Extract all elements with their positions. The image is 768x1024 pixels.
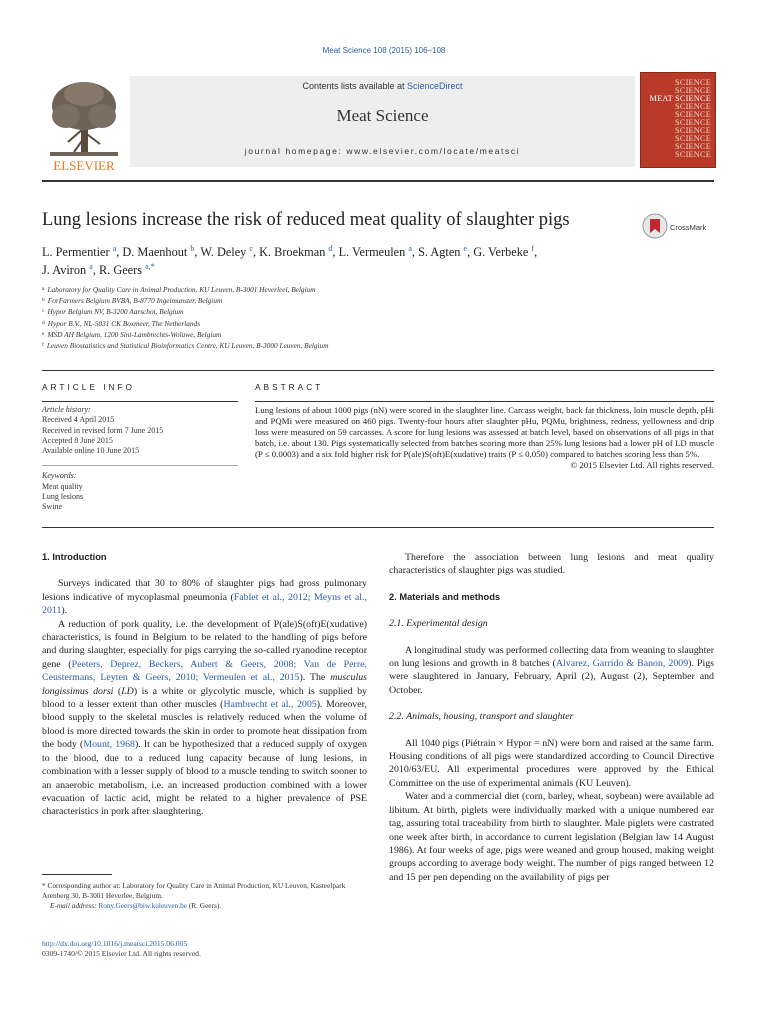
keywords-divider (42, 465, 238, 466)
header-divider (42, 180, 714, 182)
journal-banner (44, 72, 714, 175)
right-column (389, 551, 714, 884)
abstract-text: Lung lesions of about 1000 pigs (nN) were scored in the slaughter line. Carcass weight, back fat thickness, loin muscle depth, pHi and PQMi were measured on 460 pigs. Twenty-four hours after slaughter pHu, PQMu, brightness, redness, yellowness and drip loss were measured on 59 carcasses. A score for lung lesions was assessed at batch level, based on observations of all pigs in that batch, i.e. about 130. Pigs systematically selected from batches scoring more than 25% lung lesions had a lower pH of LD muscle (P ≤ 0.0003) and a six fold higher risk for P(ale)S(oft)E(xudative) traits (P ≤ 0.050) compared to batches scoring less than 5%. (255, 405, 714, 460)
affiliation-item: $^a$ Laboratory for Quality Care in Animal Production, KU Leuven, B-3001 Heverleel, Belgium (42, 285, 316, 294)
affiliations (42, 284, 328, 351)
cover-text-line: MEAT SCIENCE (649, 94, 711, 103)
citation-link[interactable]: Alvarez, Garrido & Banon, 2009 (555, 658, 689, 670)
crossmark-badge[interactable] (642, 213, 714, 241)
history-label: Article history: (42, 405, 91, 414)
abstract-bottom-divider (42, 527, 714, 528)
subsection-heading-animals: 2.2. Animals, housing, transport and slaughter (389, 711, 574, 723)
affiliation-item: $^b$ ForFarmers Belgium BVBA, B-8770 Ingelmunster, Belgium (42, 296, 223, 306)
email-line: E-mail address: Rony.Geers@biw.kuleuven.be (R. Geers). (50, 901, 222, 910)
cover-text-line: SCIENCE (675, 150, 711, 159)
author-name[interactable]: D. Maenhout $^b$ (122, 244, 195, 259)
author-line-1: L. Permentier $^a$, D. Maenhout $^b$, W. Deley $^c$, K. Broekman $^d$, L. Vermeulen $^a$, S. Agten $^e$, G. Verbeke $^f$, (42, 244, 538, 259)
author-name[interactable]: J. Aviron $^a$ (42, 262, 93, 277)
history-item: Received 4 April 2015 (42, 415, 115, 425)
author-affiliation-marker[interactable]: d (328, 244, 333, 253)
cover-text-line: SCIENCE (675, 102, 711, 111)
design-paragraph: A longitudinal study was performed collecting data from weaning to slaughter on lung lesions and growth in 8 batches (Alvarez, Garrido & Banon, 2009). Pigs were slaughtered in January, February, April (2), August (2), September and October. (389, 644, 714, 696)
article-title: Lung lesions increase the risk of reduced meat quality of slaughter pigs (42, 210, 570, 230)
author-line-2: J. Aviron $^a$, R. Geers $^{a,*}$ (42, 262, 155, 277)
subsection-heading-design: 2.1. Experimental design (389, 618, 488, 630)
doi-link[interactable]: http://dx.doi.org/10.1016/j.meatsci.2015.06.005 (42, 939, 188, 948)
journal-citation[interactable]: Meat Science 108 (2015) 106–108 (322, 46, 446, 55)
author-affiliation-marker[interactable]: b (190, 244, 195, 253)
intro-paragraph-2: A reduction of pork quality, i.e. the development of P(ale)S(oft)E(xudative) characteristics, is found in Belgium to be related to the handling of pigs before and during slaughter, especially for pigs carrying the so-called ryanodine receptor gene (Peeters, Deprez, Beckers, Aubert & Geers, 2008; Van de Perre, Ceustermans, Leyten & Geers, 2010; Vermeulen et al., 2015). The musculus longissimus dorsi (LD) is a white or glycolytic muscle, which is supplied by blood to a lesser extent than other muscles (Hambrecht et al., 2005). Moreover, blood supply to the skeletal muscles is relatively reduced when the volume of blood is more directed towards the skin in order to promote heat dissipation from the body (Mount, 1968). It can be hypothesized that a reduced supply of oxygen to the blood, due to a reduced lung capacity because of lung lesions, in combination with a lesser supply of blood to a muscle tending to switch sooner to an anaerobic metabolism, i.e. an increased production combined with a lower evacuation of lactic acid, might be related to a higher prevalence of PSE characteristics in pork after slaughtering. (42, 618, 367, 818)
section-heading-introduction: 1. Introduction (42, 552, 107, 562)
keyword: Lung lesions (42, 492, 84, 502)
abstract-copyright: © 2015 Elsevier Ltd. All rights reserved. (570, 460, 714, 471)
affiliation-item: $^d$ Hypor B.V., NL-5831 CK Boxmeer, The Netherlands (42, 318, 201, 328)
animals-paragraph-2: Water and a commercial diet (corn, barley, wheat, soybean) were available ad libitum. At birth, piglets were individually marked with a unique numbered ear tag, assuring total traceability from birth to slaughter. Male piglets were castrated one week after birth, in accordance to current legislation (Belgian law 14 August 1986). At four weeks of age, pigs were weaned and group housed, making weight groups according to average body weight. The number of pigs ranged between 12 and 15 per pen depending on the availability of pigs per (389, 791, 714, 883)
author-name[interactable]: S. Agten $^e$ (418, 244, 468, 259)
author-affiliation-marker[interactable]: c (249, 244, 253, 253)
sciencedirect-link[interactable]: ScienceDirect (407, 81, 463, 91)
journal-homepage[interactable]: journal homepage: www.elsevier.com/locate/meatsci (244, 146, 521, 156)
author-email-link[interactable]: Rony.Geers@biw.kuleuven.be (98, 901, 188, 910)
publisher-name: ELSEVIER (53, 158, 115, 173)
contents-line (130, 81, 635, 91)
citation-link[interactable]: Peeters, Deprez, Beckers, Aubert & Geers, 2008; Van de Perre, Ceustermans, Leyten & Geers, 2010; Vermeulen et al., 2015 (42, 658, 367, 684)
abstract-divider (255, 401, 714, 402)
journal-cover[interactable] (640, 72, 716, 168)
cover-text-line: SCIENCE (675, 142, 711, 151)
author-name[interactable]: R. Geers $^{a,*}$ (98, 262, 155, 277)
crossmark-icon (642, 213, 714, 241)
left-column (42, 551, 367, 819)
corresponding-author-footnote (42, 881, 362, 911)
contents-prefix: Contents lists available at (302, 81, 408, 91)
history-item: Available online 10 June 2015 (42, 446, 140, 456)
abstract-body (255, 405, 714, 472)
history-item: Received in revised form 7 June 2015 (42, 425, 164, 435)
citation-link[interactable]: Hambrecht et al., 2005 (223, 699, 317, 711)
section-heading-methods: 2. Materials and methods (389, 591, 501, 602)
author-name[interactable]: W. Deley $^c$ (200, 244, 253, 259)
journal-header (130, 76, 635, 167)
cover-text-line: SCIENCE (675, 78, 711, 87)
affiliation-item: $^c$ Hypor Belgium NV, B-3200 Aarschot, Belgium (42, 307, 184, 317)
elsevier-tree-icon (44, 72, 124, 175)
author-affiliation-marker[interactable]: a,* (145, 262, 155, 271)
elsevier-logo[interactable] (44, 72, 124, 175)
affiliation-item: $^e$ MSD AH Belgium, 1200 Sint-Lambrechts-Woluwe, Belgium (42, 329, 222, 339)
keyword: Swine (42, 502, 62, 512)
footnote-divider (42, 874, 112, 875)
author-affiliation-marker[interactable]: e (463, 244, 468, 253)
author-name[interactable]: K. Broekman $^d$ (259, 244, 333, 259)
article-info (42, 405, 238, 513)
cover-text-line: SCIENCE (675, 118, 711, 127)
cover-text-line: SCIENCE (675, 86, 711, 95)
journal-name: Meat Science (336, 106, 429, 125)
author-name[interactable]: L. Permentier $^a$ (42, 244, 117, 259)
cover-text-line: SCIENCE (675, 134, 711, 143)
crossmark-label: CrossMark (670, 223, 707, 232)
author-name[interactable]: L. Vermeulen $^a$ (338, 244, 412, 259)
citation-link[interactable]: Mount, 1968 (83, 739, 135, 751)
affiliation-divider (42, 370, 714, 371)
issn-copyright: 0309-1740/© 2015 Elsevier Ltd. All rights reserved. (42, 949, 201, 959)
intro-paragraph-3: Therefore the association between lung lesions and meat quality characteristics of slaughter pigs was studied. (389, 552, 714, 577)
author-affiliation-marker[interactable]: a (112, 244, 117, 253)
corresponding-author-text: * Corresponding author at: Laboratory for Quality Care in Animal Production, KU Leuven, Kasteelpark Arenberg 30, B-3001 Heverlee, Belgium. (42, 881, 346, 900)
keywords-label: Keywords: (42, 471, 77, 481)
author-affiliation-marker[interactable]: a (408, 244, 412, 253)
keyword: Meat quality (42, 481, 83, 491)
author-affiliation-marker[interactable]: f (531, 244, 535, 253)
abstract-heading: ABSTRACT (255, 382, 324, 392)
intro-paragraph-1: Surveys indicated that 30 to 80% of slaughter pigs had gross pulmonary lesions indicative of mycoplasmal pneumonia (Fablet et al., 2012; Meyns et al., 2011). (42, 578, 367, 617)
author-list (42, 243, 662, 279)
page-footer (42, 939, 201, 959)
history-item: Accepted 8 June 2015 (42, 435, 113, 445)
author-affiliation-marker[interactable]: a (89, 262, 93, 271)
cover-text-line: SCIENCE (675, 126, 711, 135)
info-divider (42, 401, 238, 402)
author-name[interactable]: G. Verbeke $^f$ (473, 244, 535, 259)
cover-text-line: SCIENCE (675, 110, 711, 119)
article-info-heading: ARTICLE INFO (42, 382, 136, 392)
animals-paragraph-1: All 1040 pigs (Piétrain × Hypor = nN) were born and raised at the same farm. Housing conditions of all pigs were standardized according to Council Directive 2010/63/EU. All experimental procedures were approved by the Ethical Committee on the use of experimental animals (KU Leuven). (389, 737, 714, 789)
citation-link[interactable]: Fablet et al., 2012; Meyns et al., 2011 (42, 591, 367, 617)
affiliation-item: $^f$ Leuven Biostatistics and Statistical Bioinformatics Centre, KU Leuven, B-3000 Leuven, Belgium (42, 341, 329, 351)
